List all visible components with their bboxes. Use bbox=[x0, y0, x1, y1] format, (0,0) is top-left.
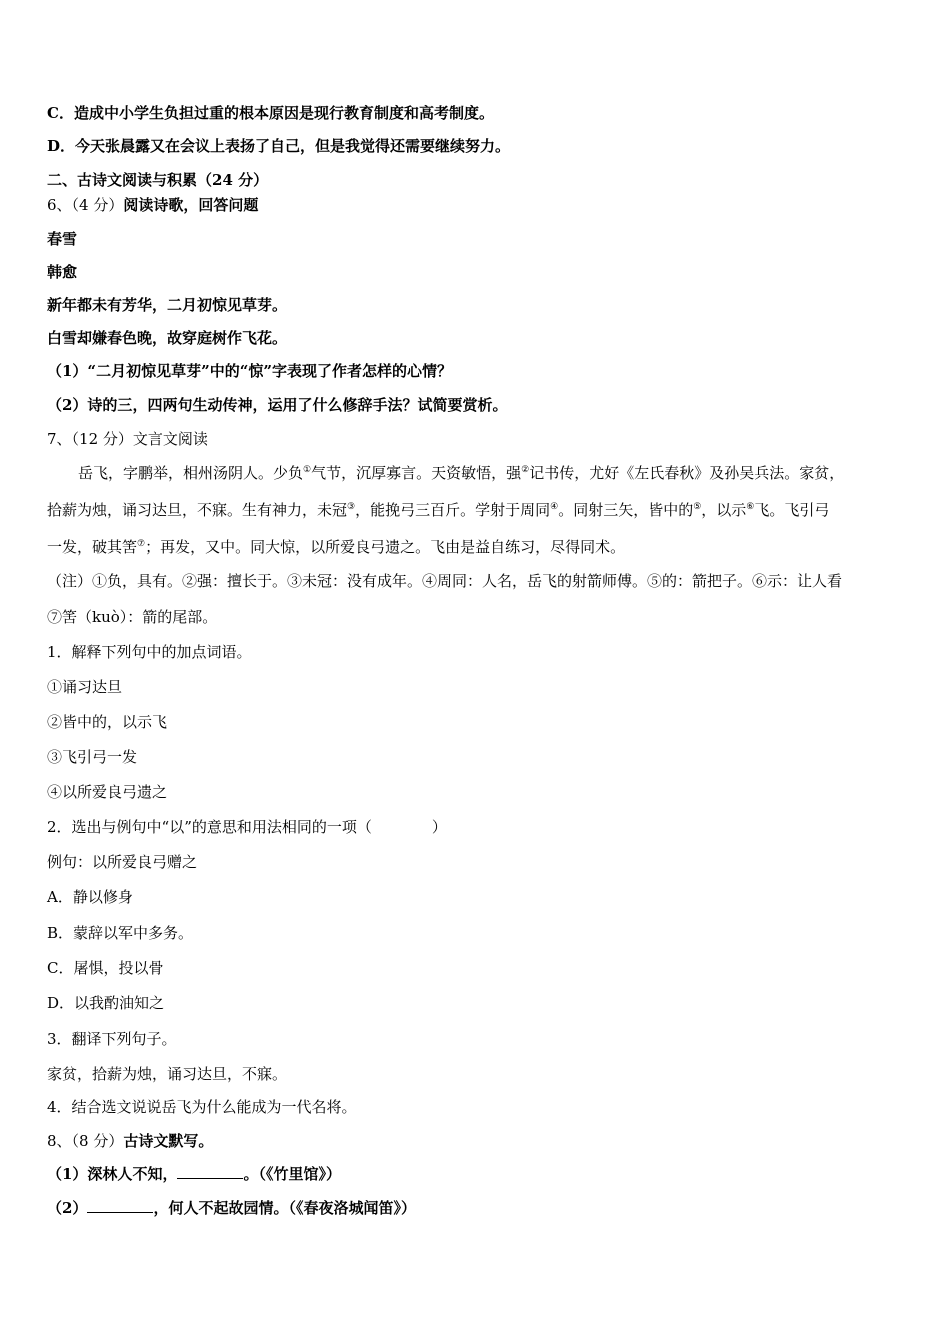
footnote-mark: ① bbox=[303, 465, 312, 475]
poem-title: 春雪 bbox=[47, 230, 78, 248]
passage-text: 飞。飞引弓 bbox=[754, 501, 830, 519]
passage-text: ；再发，又中。同大惊，以所爱良弓遗之。飞由是益自练习，尽得同术。 bbox=[145, 538, 626, 556]
notes-line-1: （注）①负，具有。②强：擅长于。③未冠：没有成年。④周同：人名，岳飞的射箭师傅。⑤的：箭把子。⑥示：让人看 bbox=[47, 572, 843, 590]
question-7-1: 1．解释下列句中的加点词语。 bbox=[47, 643, 252, 661]
passage-line-3 bbox=[47, 537, 910, 560]
question-8-1-source: 。（《竹里馆》） bbox=[243, 1165, 341, 1183]
question-7-1-item-c: ③飞引弓一发 bbox=[47, 748, 138, 766]
passage-text: 。同射三矢，皆中的 bbox=[558, 501, 694, 519]
option-a: A．静以修身 bbox=[47, 888, 133, 906]
fill-blank[interactable] bbox=[87, 1198, 153, 1213]
question-6-heading bbox=[47, 195, 910, 215]
question-8-title: 古诗文默写。 bbox=[123, 1132, 214, 1150]
footnote-mark: ⑦ bbox=[137, 539, 146, 549]
question-8-1-text: （1）深林人不知， bbox=[47, 1165, 178, 1183]
question-8-1 bbox=[47, 1164, 910, 1184]
question-7-2-example: 例句：以所爱良弓赠之 bbox=[47, 853, 198, 871]
question-7-1-item-a: ①诵习达旦 bbox=[47, 678, 123, 696]
question-6-title: 阅读诗歌，回答问题 bbox=[123, 196, 259, 214]
question-7-2-close: ） bbox=[431, 818, 447, 836]
poem-line-2: 白雪却嫌春色晚，故穿庭树作飞花。 bbox=[47, 329, 288, 347]
question-7-3: 3．翻译下列句子。 bbox=[47, 1030, 177, 1048]
question-8-2-source: ，何人不起故园情。（《春夜洛城闻笛》） bbox=[153, 1199, 416, 1217]
passage-text: ，能挽弓三百斤。学射于周同 bbox=[355, 501, 551, 519]
question-8-prefix: 8、（8 分） bbox=[47, 1132, 124, 1150]
question-7-heading: 7、（12 分）文言文阅读 bbox=[47, 430, 208, 448]
passage-line-1 bbox=[78, 463, 910, 486]
question-6-prefix: 6、（4 分） bbox=[47, 196, 124, 214]
question-7-1-item-b: ②皆中的，以示飞 bbox=[47, 713, 168, 731]
passage-text: 岳飞，字鹏举，相州汤阴人。少负 bbox=[78, 464, 304, 482]
footnote-mark: ④ bbox=[550, 502, 559, 512]
footnote-mark: ③ bbox=[347, 502, 356, 512]
question-7-2 bbox=[47, 817, 910, 837]
question-8-2-text: （2） bbox=[47, 1199, 88, 1217]
poem-author: 韩愈 bbox=[47, 263, 78, 281]
passage-text: ，以示 bbox=[701, 501, 747, 519]
footnote-mark: ⑥ bbox=[746, 502, 755, 512]
question-7-2-text: 2．选出与例句中“以”的意思和用法相同的一项（ bbox=[47, 818, 372, 836]
passage-text: 记书传，尤好《左氏春秋》及孙吴兵法。家贫， bbox=[529, 464, 845, 482]
option-b: B．蒙辞以军中多务。 bbox=[47, 924, 194, 942]
notes-line-2: ⑦筈（kuò）：箭的尾部。 bbox=[47, 608, 218, 626]
section-heading-2: 二、古诗文阅读与积累（24 分） bbox=[47, 171, 269, 189]
option-c: C．造成中小学生负担过重的根本原因是现行教育制度和高考制度。 bbox=[47, 104, 494, 122]
question-6-sub-2: （2）诗的三，四两句生动传神，运用了什么修辞手法？试简要赏析。 bbox=[47, 396, 508, 414]
question-7-3-sentence: 家贫，拾薪为烛，诵习达旦，不寐。 bbox=[47, 1065, 288, 1083]
question-7-4: 4．结合选文说说岳飞为什么能成为一代名将。 bbox=[47, 1098, 357, 1116]
question-8-2 bbox=[47, 1198, 910, 1218]
question-7-1-item-d: ④以所爱良弓遗之 bbox=[47, 783, 168, 801]
footnote-mark: ⑤ bbox=[693, 502, 702, 512]
question-6-sub-1: （1）“二月初惊见草芽”中的“惊”字表现了作者怎样的心情？ bbox=[47, 362, 452, 380]
passage-text: 拾薪为烛，诵习达旦，不寐。生有神力，未冠 bbox=[47, 501, 348, 519]
option-d-2: D．以我酌油知之 bbox=[47, 994, 165, 1012]
fill-blank[interactable] bbox=[177, 1164, 243, 1179]
passage-line-2 bbox=[47, 500, 910, 523]
question-8-heading bbox=[47, 1131, 910, 1151]
option-d: D．今天张晨露又在会议上表扬了自己，但是我觉得还需要继续努力。 bbox=[47, 137, 511, 155]
passage-text: 一发，破其筈 bbox=[47, 538, 138, 556]
option-c-2: C．屠惧，投以骨 bbox=[47, 959, 164, 977]
poem-line-1: 新年都未有芳华，二月初惊见草芽。 bbox=[47, 296, 288, 314]
passage-text: 气节，沉厚寡言。天资敏悟，强 bbox=[311, 464, 522, 482]
footnote-mark: ② bbox=[521, 465, 530, 475]
